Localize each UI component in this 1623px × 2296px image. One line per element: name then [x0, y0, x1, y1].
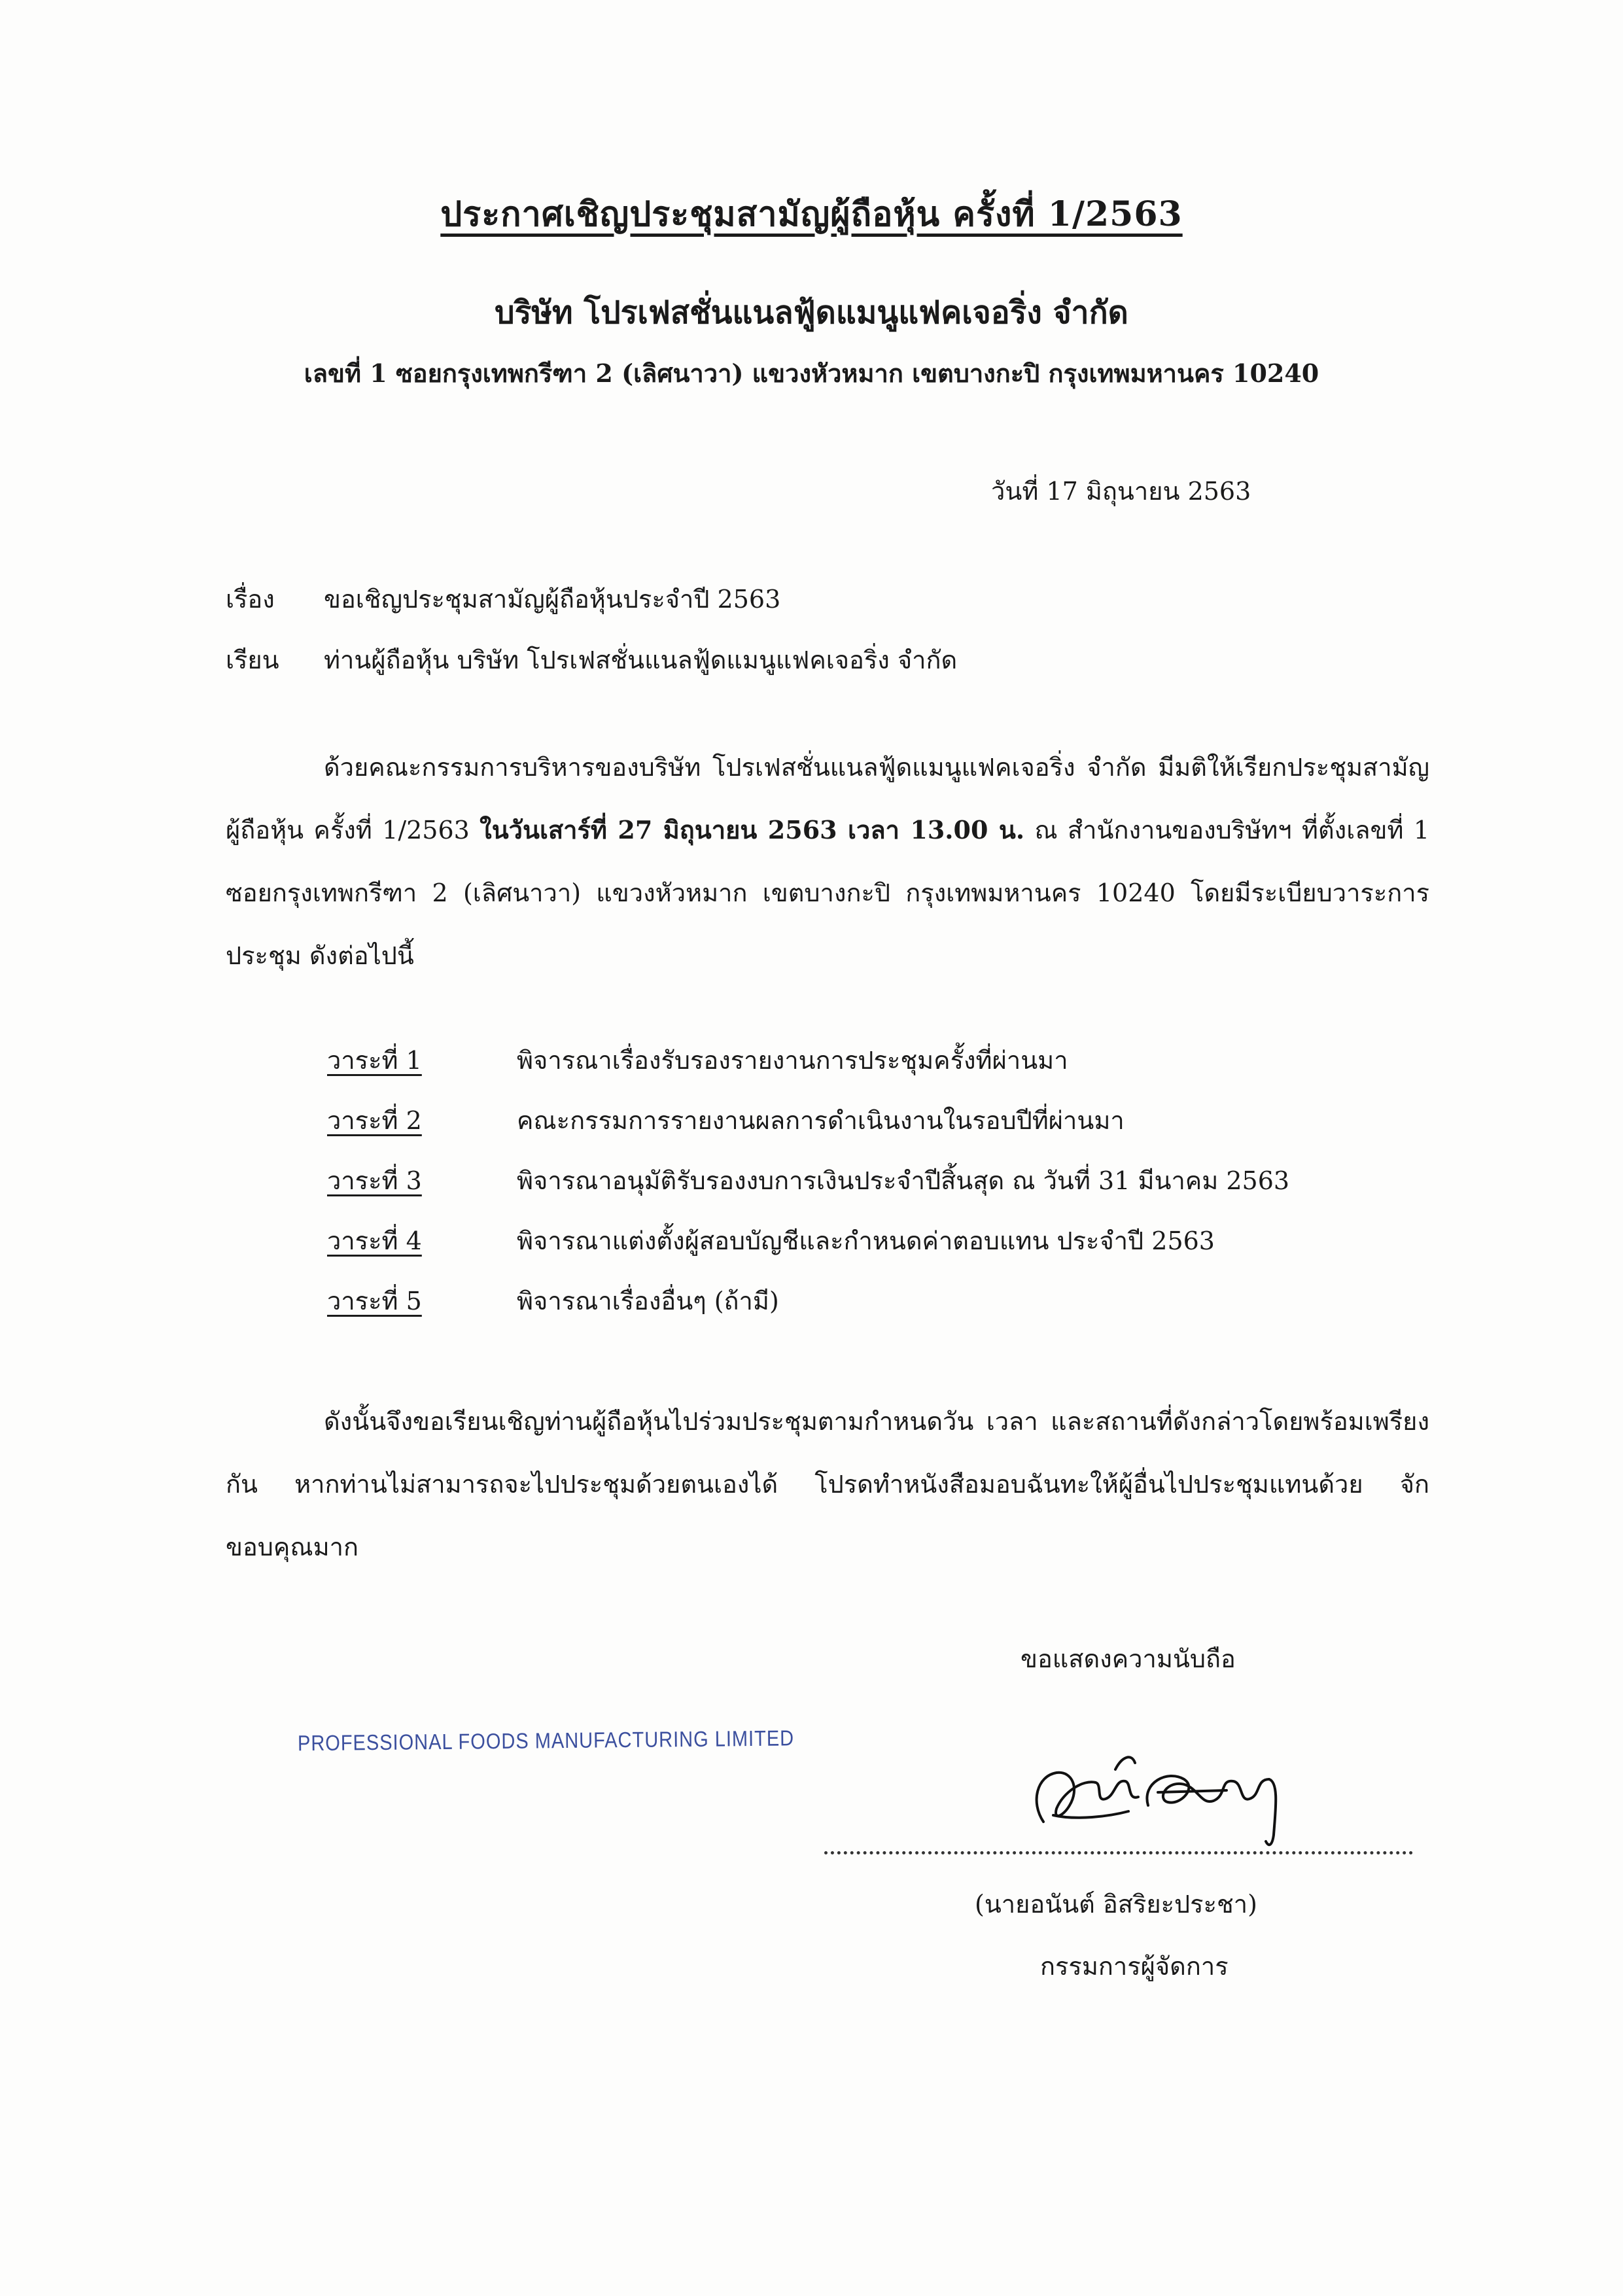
agenda-item [327, 1040, 1289, 1100]
agenda-number: วาระที่ 2 [327, 1106, 422, 1135]
document-date: วันที่ 17 มิถุนายน 2563 [991, 477, 1251, 506]
agenda-text: พิจารณาเรื่องอื่นๆ (ถ้ามี) [517, 1287, 779, 1315]
signer-name: (นายอนันต์ อิสริยะประชา) [975, 1890, 1257, 1919]
subject-line [226, 579, 780, 619]
intro-text-2: ณ สำนักงานของบริษัทฯ ที่ตั้งเลขที่ 1 ซอยกรุงเทพกรีฑา 2 (เลิศนาวา) แขวงหัวหมาก เขตบางกะปิ กรุงเทพมหานคร 10240 โดยมีระเบียบวาระการประชุม ดังต่อไปนี้ [226, 816, 1429, 970]
agenda-text: คณะกรรมการรายงานผลการดำเนินงานในรอบปีที่ผ่านมา [517, 1106, 1125, 1135]
agenda-text: พิจารณาแต่งตั้งผู้สอบบัญชีและกำหนดค่าตอบแทน ประจำปี 2563 [517, 1226, 1215, 1255]
signer-position: กรรมการผู้จัดการ [1040, 1952, 1229, 1981]
company-stamp: PROFESSIONAL FOODS MANUFACTURING LIMITED [297, 1726, 795, 1756]
agenda-text: พิจารณาเรื่องรับรองรายงานการประชุมครั้งที่ผ่านมา [517, 1046, 1068, 1075]
agenda-item [327, 1100, 1289, 1160]
recipient-line [226, 640, 957, 680]
subject-text: ขอเชิญประชุมสามัญผู้ถือหุ้นประจำปี 2563 [324, 585, 781, 614]
agenda-item [327, 1221, 1289, 1281]
agenda-number: วาระที่ 1 [327, 1046, 422, 1075]
closing-phrase: ขอแสดงความนับถือ [1021, 1644, 1236, 1673]
invitation-paragraph: ดังนั้นจึงขอเรียนเชิญท่านผู้ถือหุ้นไปร่วมประชุมตามกำหนดวัน เวลา และสถานที่ดังกล่าวโดยพร้อมเพรียงกัน หากท่านไม่สามารถจะไปประชุมด้วยตนเองได้ โปรดทำหนังสือมอบฉันทะให้ผู้อื่นไปประชุมแทนด้วย จักขอบคุณมาก [226, 1407, 1429, 1561]
intro-paragraph [226, 736, 1429, 987]
agenda-number: วาระที่ 3 [327, 1166, 422, 1195]
document-title: ประกาศเชิญประชุมสามัญผู้ถือหุ้น ครั้งที่ 1/2563 [440, 194, 1183, 234]
signature-line [824, 1851, 1413, 1854]
company-address: เลขที่ 1 ซอยกรุงเทพกรีฑา 2 (เลิศนาวา) แขวงหัวหมาก เขตบางกะปิ กรุงเทพมหานคร 10240 [304, 358, 1319, 388]
agenda-list [327, 1040, 1289, 1341]
agenda-text: พิจารณาอนุมัติรับรองงบการเงินประจำปีสิ้นสุด ณ วันที่ 31 มีนาคม 2563 [517, 1166, 1290, 1195]
subject-label: เรื่อง [226, 585, 275, 614]
recipient-label: เรียน [226, 646, 279, 674]
signature-mark [1017, 1743, 1305, 1854]
agenda-item [327, 1281, 1289, 1341]
recipient-text: ท่านผู้ถือหุ้น บริษัท โปรเฟสชั่นแนลฟู้ดแมนูแฟคเจอริ่ง จำกัด [324, 646, 958, 674]
meeting-datetime: ในวันเสาร์ที่ 27 มิถุนายน 2563 เวลา 13.00 น. [480, 815, 1025, 844]
intro-text-1: ด้วยคณะกรรมการบริหารของบริษัท โปรเฟสชั่นแนลฟู้ดแมนูแฟคเจอริ่ง จำกัด มีมติให้เรียกประชุมสามัญผู้ถือหุ้น ครั้งที่ 1/2563 [226, 753, 1429, 844]
agenda-number: วาระที่ 4 [327, 1226, 422, 1255]
company-name: บริษัท โปรเฟสชั่นแนลฟู้ดแมนูแฟคเจอริ่ง จำกัด [495, 294, 1128, 331]
agenda-number: วาระที่ 5 [327, 1287, 422, 1315]
agenda-item [327, 1160, 1289, 1221]
